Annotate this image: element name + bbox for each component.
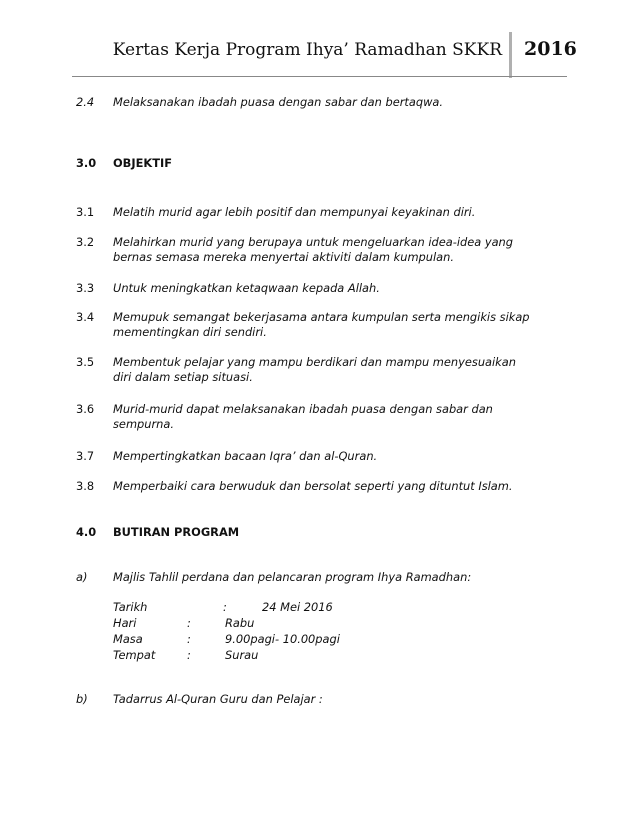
item-text-line-2: diri dalam setiap situasi.	[113, 370, 253, 384]
item-letter: b)	[76, 692, 88, 706]
item-text: Majlis Tahlil perdana dan pelancaran program Ihya Ramadhan:	[113, 570, 472, 584]
item-text: Tadarrus Al-Quran Guru dan Pelajar :	[113, 692, 323, 706]
item-letter: a)	[76, 570, 88, 584]
item-number: 2.4	[76, 95, 95, 109]
item-number: 3.4	[76, 310, 95, 324]
detail-value: 9.00pagi- 10.00pagi	[225, 632, 340, 646]
item-text: Melatih murid agar lebih positif dan mempunyai keyakinan diri.	[113, 205, 476, 219]
item-text: Untuk meningkatkan ketaqwaan kepada Allah.	[113, 281, 380, 295]
detail-value: Rabu	[225, 616, 255, 630]
detail-label: Hari	[113, 616, 137, 630]
item-text-line-2: sempurna.	[113, 417, 174, 431]
detail-value: Surau	[225, 648, 259, 662]
section-title: BUTIRAN PROGRAM	[113, 525, 240, 539]
document-title: Kertas Kerja Program Ihya’ Ramadhan SKKR	[112, 40, 502, 60]
item-text-line-1: Membentuk pelajar yang mampu berdikari dan mampu menyesuaikan	[113, 355, 516, 369]
item-text: Mempertingkatkan bacaan Iqra’ dan al-Quran.	[113, 449, 378, 463]
detail-separator: :	[223, 600, 227, 614]
detail-separator: :	[187, 616, 191, 630]
detail-label: Tempat	[113, 648, 156, 662]
item-text-line-1: Murid-murid dapat melaksanakan ibadah puasa dengan sabar dan	[113, 402, 493, 416]
item-number: 3.6	[76, 402, 95, 416]
item-text-line-2: bernas semasa mereka menyertai aktiviti dalam kumpulan.	[113, 250, 454, 264]
item-text-line-1: Melahirkan murid yang berupaya untuk mengeluarkan idea-idea yang	[113, 235, 513, 249]
item-text-line-2: mementingkan diri sendiri.	[113, 325, 267, 339]
detail-label: Tarikh	[113, 600, 148, 614]
item-number: 3.1	[76, 205, 95, 219]
detail-separator: :	[187, 632, 191, 646]
item-number: 3.2	[76, 235, 95, 249]
header-divider	[509, 32, 512, 78]
section-number: 3.0	[76, 156, 97, 170]
section-title: OBJEKTIF	[113, 156, 172, 170]
detail-value: 24 Mei 2016	[262, 600, 333, 614]
document-year: 2016	[524, 38, 577, 60]
detail-separator: :	[187, 648, 191, 662]
page-header	[0, 0, 638, 80]
header-rule	[72, 76, 567, 77]
detail-label: Masa	[113, 632, 143, 646]
item-number: 3.5	[76, 355, 95, 369]
section-number: 4.0	[76, 525, 97, 539]
item-text: Melaksanakan ibadah puasa dengan sabar dan bertaqwa.	[113, 95, 444, 109]
item-text-line-1: Memupuk semangat bekerjasama antara kumpulan serta mengikis sikap	[113, 310, 530, 324]
item-text: Memperbaiki cara berwuduk dan bersolat seperti yang dituntut Islam.	[113, 479, 513, 493]
item-number: 3.3	[76, 281, 95, 295]
item-number: 3.7	[76, 449, 95, 463]
item-number: 3.8	[76, 479, 95, 493]
